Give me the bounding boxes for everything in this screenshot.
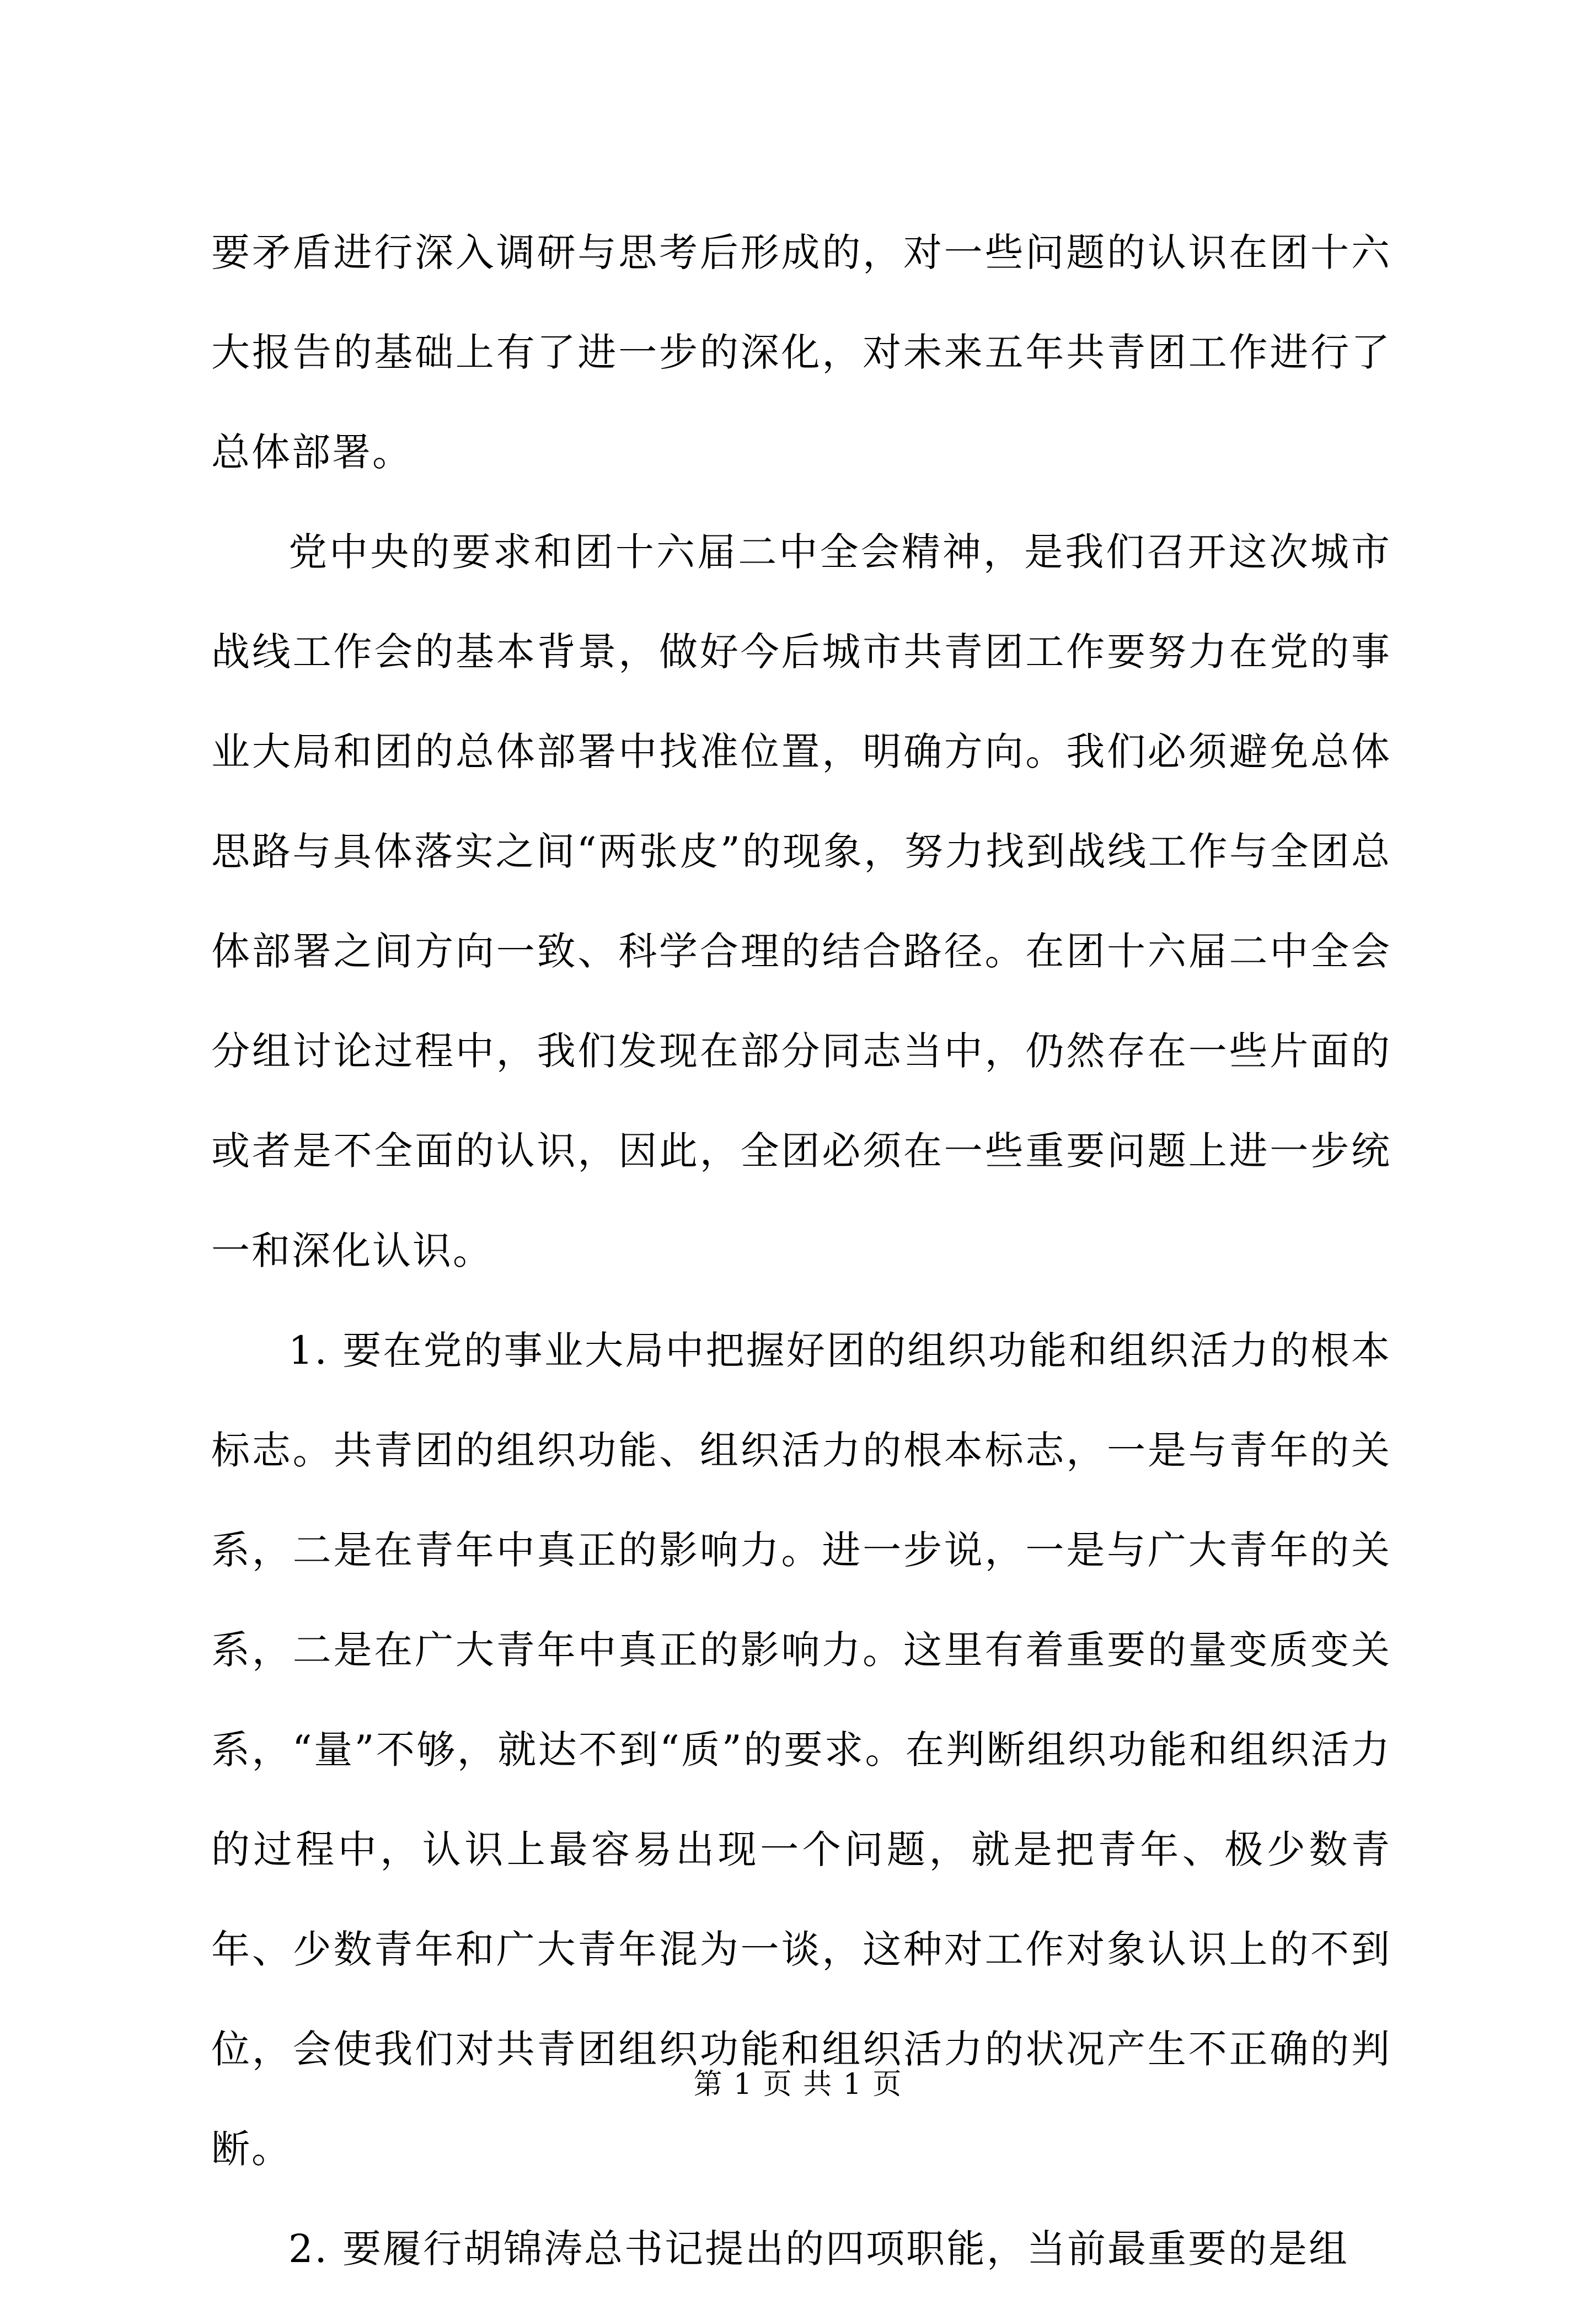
paragraph-1: 要矛盾进行深入调研与思考后形成的，对一些问题的认识在团十六大报告的基础上有了进一步的深化，对未来五年共青团工作进行了总体部署。: [211, 230, 1391, 475]
paragraph-2: 党中央的要求和团十六届二中全会精神，是我们召开这次城市战线工作会的基本背景，做好今后城市共青团工作要努力在党的事业大局和团的总体部署中找准位置，明确方向。我们必须避免总体思路与具体落实之间“两张皮”的现象，努力找到战线工作与全团总体部署之间方向一致、科学合理的结合路径。在团十六届二中全会分组讨论过程中，我们发现在部分同志当中，仍然存在一些片面的或者是不全面的认识，因此，全团必须在一些重要问题上进一步统一和深化认识。: [211, 529, 1391, 1273]
document-body: [211, 203, 1391, 2299]
paragraph-3: 1. 要在党的事业大局中把握好团的组织功能和组织活力的根本标志。共青团的组织功能、组织活力的根本标志，一是与青年的关系，二是在青年中真正的影响力。进一步说，一是与广大青年的关系，二是在广大青年中真正的影响力。这里有着重要的量变质变关系，“量”不够，就达不到“质”的要求。在判断组织功能和组织活力的过程中，认识上最容易出现一个问题，就是把青年、极少数青年、少数青年和广大青年混为一谈，这种对工作对象认识上的不到位，会使我们对共青团组织功能和组织活力的状况产生不正确的判断。: [211, 1328, 1391, 2172]
page-footer: [0, 2065, 1596, 2104]
page-number-label: 第 1 页 共 1 页: [693, 2068, 903, 2101]
paragraph-4: 2. 要履行胡锦涛总书记提出的四项职能，当前最重要的是组: [288, 2226, 1349, 2271]
